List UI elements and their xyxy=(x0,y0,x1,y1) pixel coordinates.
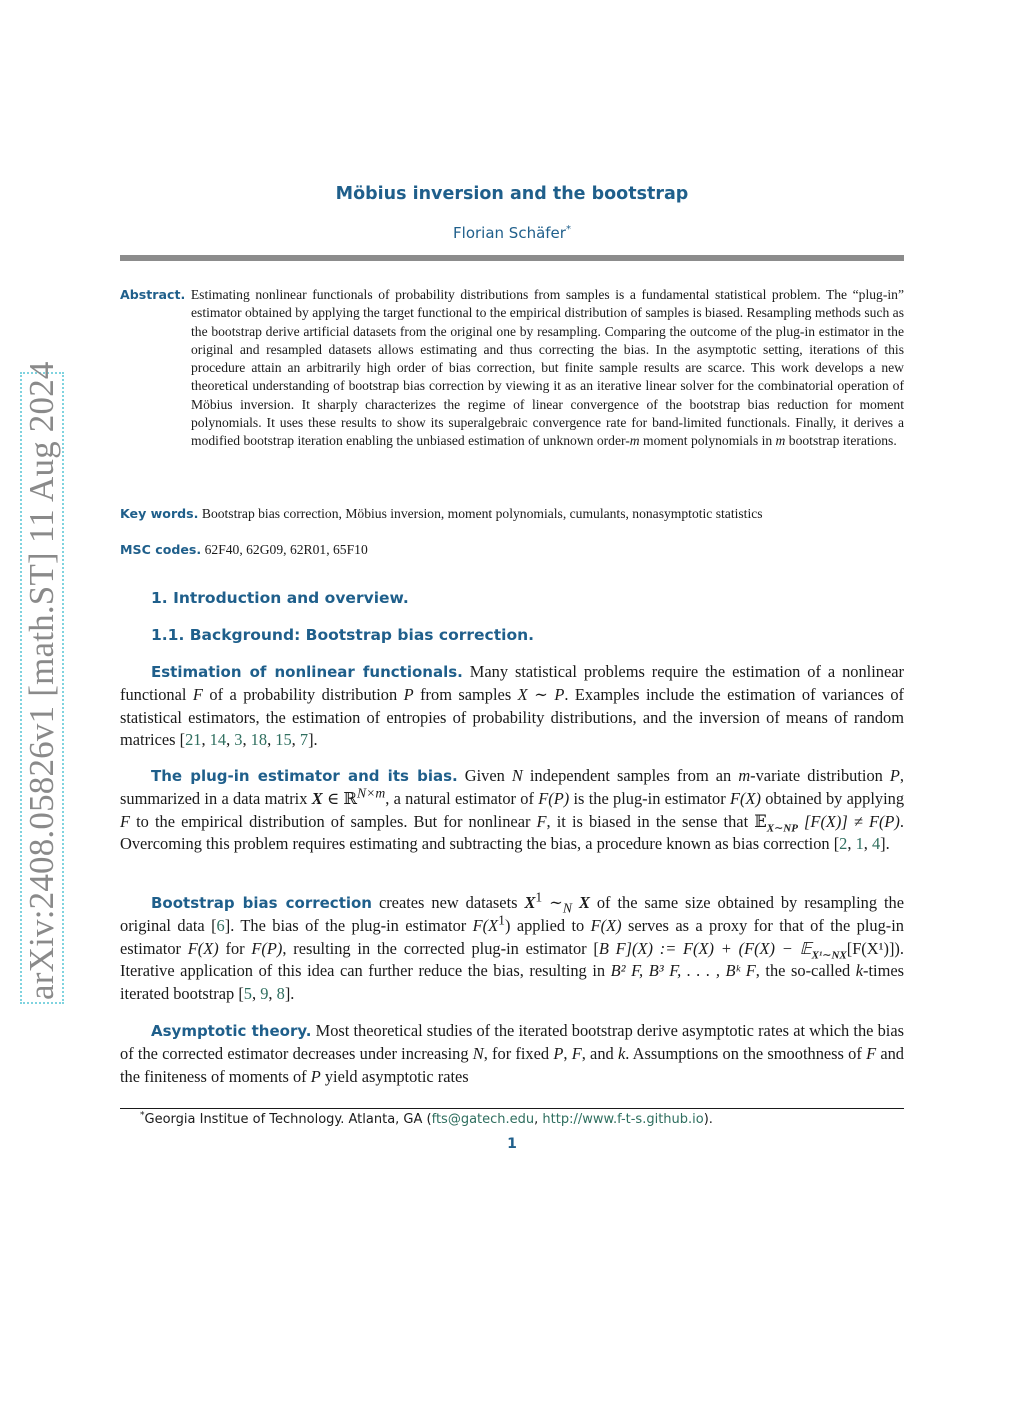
text: ∈ ℝ xyxy=(322,788,358,808)
math-var: F xyxy=(536,811,547,831)
text: Given xyxy=(464,766,512,785)
text: independent samples from an xyxy=(522,766,739,785)
paper-title: Möbius inversion and the bootstrap xyxy=(335,184,689,204)
math-sup: 1 xyxy=(535,889,543,905)
homepage-link[interactable]: http://www.f-t-s.github.io xyxy=(542,1112,704,1127)
subsection-heading: 1.1. Background: Bootstrap bias correction. xyxy=(151,626,535,644)
text: , for fixed xyxy=(483,1043,554,1063)
text: ]. xyxy=(880,834,890,854)
math-var: F xyxy=(866,1043,877,1063)
text: . Assumptions on the smoothness of xyxy=(625,1043,867,1063)
text: , summarized in a data matrix xyxy=(120,766,905,808)
math-expr: F(X) xyxy=(729,788,761,808)
paragraph-heading: Estimation of nonlinear functionals. xyxy=(151,663,463,681)
text: . Examples include the estimation of variances of statistical estimators, the estimation of entropies of probability distributions, and the inversion of means of random matrices [ xyxy=(120,684,904,750)
math-var: F xyxy=(192,684,203,704)
keywords-text: Bootstrap bias correction, Möbius inversion, moment polynomials, cumulants, nonasymptotic statistics xyxy=(201,506,763,521)
math-var: N xyxy=(472,1043,484,1063)
citation-link[interactable]: 1 xyxy=(855,834,864,854)
math-var: k xyxy=(617,1043,626,1063)
paragraph-plugin: The plug-in estimator and its bias. Given N independent samples from an m-variate distribution P, summarized in a data matrix X ∈ ℝ$^{N\times m}$, a natural estimator of F(P) is the plug-in estimator F(X) obtained by applying F to the empirical distribution of samples. But for nonlinear F, it is biased in the sense that 𝔼$_{X\sim NP}$ [F(X)] ≠ F(P). Overcoming this problem requires estimating and subtracting the bias, a procedure known as bias correction [2, 1, 4]. xyxy=(120,766,905,854)
text: obtained by applying xyxy=(760,788,905,808)
math-expr: B² F, B³ F, . . . , Bᵏ F xyxy=(610,961,756,981)
email-link[interactable]: fts@gatech.edu xyxy=(431,1112,535,1127)
math-var: F xyxy=(571,1043,582,1063)
paragraph-bootstrap: Bootstrap bias correction creates new datasets $X^1$ $\sim_N$ X of the same size obtained by resampling the original data [6]. The bias of the plug-in estimator $F(X^1)$ applied to F(X) serves as a proxy for that of the plug-in estimator F(X) for F(P), resulting in the corrected plug-in estimator [B F](X) := F(X) + (F(X) − 𝔼$_{X^1\sim NX}$[F(X¹)]). Iterative application of this idea can further reduce the bias, resulting in B² F, B³ F, . . . , Bᵏ F, the so-called k-times iterated bootstrap [5, 9, 8]. xyxy=(120,889,905,1004)
citation-link[interactable]: 21 xyxy=(185,730,202,750)
math-expr: F(X xyxy=(472,915,499,935)
text: yield asymptotic rates xyxy=(320,1066,469,1086)
text: is the plug-in estimator xyxy=(569,788,730,808)
paragraph-heading: Bootstrap bias correction xyxy=(151,894,372,912)
text: Many statistical problems require the estimation of a nonlinear functional xyxy=(120,662,904,704)
math-var: P xyxy=(310,1066,321,1086)
abstract-var-m2: m xyxy=(775,433,786,449)
math-expr: F](X) := F(X) + (F(X) − 𝔼 xyxy=(608,938,812,958)
math-matrix: X xyxy=(578,893,590,912)
math-var: P xyxy=(889,766,900,785)
math-var: k xyxy=(855,961,864,981)
text: ∼ xyxy=(542,893,563,912)
footnote-end: ). xyxy=(703,1112,713,1127)
abstract-label: Abstract. xyxy=(120,287,186,302)
math-sub: X∼NP xyxy=(766,821,798,834)
text: serves as a proxy for that of the plug-in estimator xyxy=(120,915,904,958)
text: from samples xyxy=(413,684,518,704)
text: creates new datasets xyxy=(372,893,525,912)
paragraph-estimation: Estimation of nonlinear functionals. Many statistical problems require the estimation of a nonlinear functional F of a probability distribution P from samples X ∼ P. Examples include the estimation of variances of statistical estimators, the estimation of entropies of probability distributions, and the inversion of means of random matrices [21, 14, 3, 18, 15, 7]. xyxy=(120,662,904,750)
author-footnote-mark: * xyxy=(565,224,571,235)
text: , resulting in the corrected plug-in estimator [ xyxy=(282,938,599,958)
text: Most theoretical studies of the iterated bootstrap derive asymptotic rates at which the bias of the corrected estimator decreases under increasing xyxy=(120,1021,904,1063)
text: , it is biased in the sense that 𝔼 xyxy=(546,811,767,831)
math-operator: B xyxy=(598,938,609,958)
text: and the finiteness of moments of xyxy=(120,1043,905,1086)
author xyxy=(0,224,1024,242)
math-matrix: X xyxy=(311,788,323,808)
math-sub: N xyxy=(562,900,573,916)
citation-link[interactable]: 18 xyxy=(250,730,268,750)
abstract-text-2: moment polynomials in xyxy=(639,433,776,449)
math-var: F xyxy=(120,811,131,831)
footnote-mark: * xyxy=(140,1110,145,1121)
citation-link[interactable]: 14 xyxy=(209,730,227,750)
page-number: 1 xyxy=(507,1136,517,1152)
citation-link[interactable]: 7 xyxy=(299,730,309,750)
citation-link[interactable]: 4 xyxy=(871,834,881,854)
msc-text: 62F40, 62G09, 62R01, 65F10 xyxy=(204,542,368,557)
paragraph-heading: The plug-in estimator and its bias. xyxy=(151,767,458,785)
math-expr: X ∼ P xyxy=(517,684,565,704)
math-var: P xyxy=(403,684,414,704)
math-var: N xyxy=(511,766,523,785)
math-sub: X¹∼NX xyxy=(811,948,847,961)
math-var: m xyxy=(738,766,751,785)
text: . Overcoming this problem requires estimating and subtracting the bias, a procedure known as bias correction [ xyxy=(120,811,905,854)
math-expr: F(X) xyxy=(590,915,622,935)
math-expr: F(P) xyxy=(251,938,283,958)
text: ]. The bias of the plug-in estimator xyxy=(224,915,473,935)
footnote-text: Georgia Institue of Technology. Atlanta, GA ( xyxy=(144,1112,432,1127)
paragraph-heading: Asymptotic theory. xyxy=(151,1022,312,1040)
text: ]. xyxy=(308,730,318,750)
math-sup: N×m xyxy=(357,785,386,801)
text: ) applied to xyxy=(504,915,591,935)
text: , xyxy=(563,1043,572,1063)
citation-link[interactable]: 15 xyxy=(275,730,292,750)
title-rule xyxy=(120,255,904,261)
citation-link[interactable]: 6 xyxy=(216,915,225,935)
paragraph-asymptotic xyxy=(120,1020,904,1088)
citation-link[interactable]: 8 xyxy=(276,984,285,1004)
text: of a probability distribution xyxy=(202,684,404,704)
math-expr: [F(X)] ≠ F(P) xyxy=(797,811,900,831)
math-expr: F(X) xyxy=(187,938,219,958)
text: -variate distribution xyxy=(750,766,890,785)
text: for xyxy=(218,938,252,958)
msc-codes xyxy=(120,542,904,558)
text: -times iterated bootstrap [ xyxy=(120,961,905,1004)
citation-link[interactable]: 3 xyxy=(234,730,243,750)
section-heading: 1. Introduction and overview. xyxy=(151,589,409,607)
footnote-rule xyxy=(120,1108,904,1109)
text: , a natural estimator of xyxy=(385,788,539,808)
text: to the empirical distribution of samples. But for nonlinear xyxy=(130,811,537,831)
text: ]. xyxy=(284,984,295,1004)
footnote-sep: , xyxy=(534,1112,543,1127)
abstract-text-3: bootstrap iterations. xyxy=(785,433,897,449)
msc-label: MSC codes. xyxy=(120,542,202,557)
author-name: Florian Schäfer xyxy=(453,224,566,242)
citation-link[interactable]: 9 xyxy=(260,984,269,1004)
math-matrix: X xyxy=(524,893,536,912)
abstract-text: Estimating nonlinear functionals of probability distributions from samples is a fundamental statistical problem. The “plug-in” estimator obtained by applying the target functional to the empirical distribution of samples is biased. Resampling methods such as the bootstrap derive artificial datasets from the original one by resampling. Comparing the outcome of the plug-in estimator in the original and resampled datasets allows estimating and thus correcting the bias. In the asymptotic setting, iterations of this procedure attain an arbitrarily high order of bias correction, but finite sample results are scarce. This work develops a new theoretical understanding of bootstrap bias correction by viewing it as an iterative linear solver for the combinatorial operation of Möbius inversion. It sharply characterizes the regime of linear convergence of the bootstrap bias reduction for moment polynomials. It uses these results to show its superalgebraic convergence rate for band-limited functionals. Finally, it derives a modified bootstrap iteration enabling the unbiased estimation of unknown order- xyxy=(190,287,904,449)
text: , and xyxy=(581,1043,618,1063)
abstract-var-m: m xyxy=(629,433,640,449)
abstract xyxy=(120,286,904,451)
arxiv-stamp: arXiv:2408.05826v1 [math.ST] 11 Aug 2024 xyxy=(22,361,61,1000)
citation-link[interactable]: 2 xyxy=(839,834,848,854)
keywords xyxy=(120,506,904,522)
math-expr: F(P) xyxy=(538,788,570,808)
text: , the so-called xyxy=(755,961,856,981)
text: [F(X¹)]). Iterative application of this idea can further reduce the bias, resulting in xyxy=(120,938,904,981)
text: of the same size obtained by resampling the original data [ xyxy=(120,893,904,935)
math-var: P xyxy=(553,1043,564,1063)
footnote xyxy=(140,1112,713,1127)
citation-link[interactable]: 5 xyxy=(243,984,252,1004)
keywords-label: Key words. xyxy=(120,506,199,521)
